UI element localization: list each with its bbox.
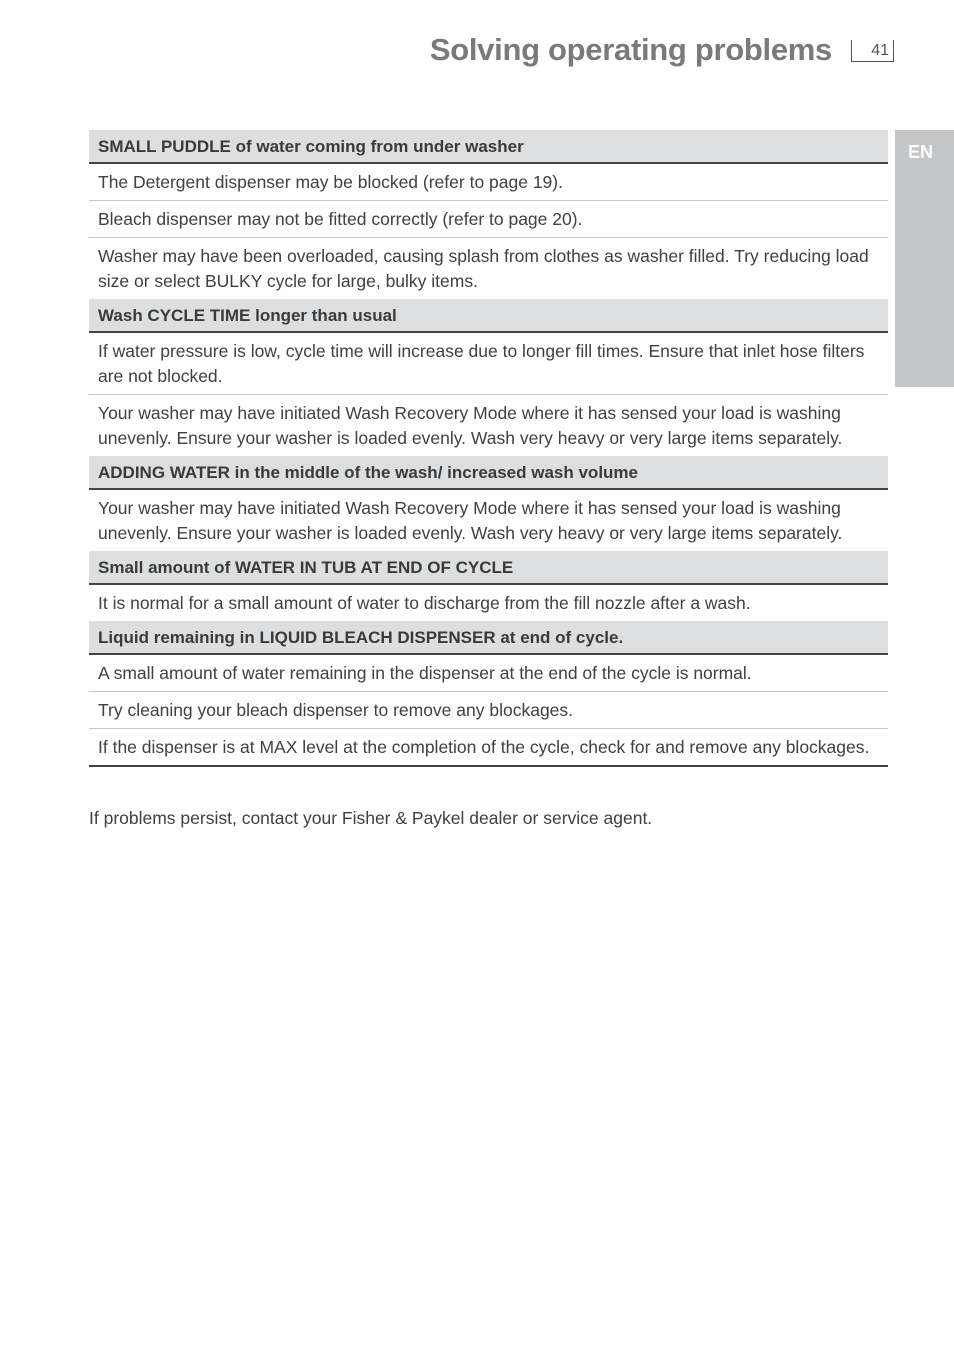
troubleshooting-table <box>89 130 888 767</box>
solution-row: Your washer may have initiated Wash Recovery Mode where it has sensed your load is washing unevenly. Ensure your washer is loaded evenly. Wash very heavy or very large items separately. <box>98 498 843 543</box>
solution-row: A small amount of water remaining in the dispenser at the end of the cycle is normal. <box>89 655 888 692</box>
problem-heading: Small amount of WATER IN TUB AT END OF CYCLE <box>89 551 888 585</box>
solution-row: It is normal for a small amount of water to discharge from the fill nozzle after a wash. <box>98 593 751 613</box>
solution-row: If the dispenser is at MAX level at the completion of the cycle, check for and remove any blockages. <box>98 737 870 757</box>
solution-row: Try cleaning your bleach dispenser to remove any blockages. <box>89 692 888 729</box>
page-title: Solving operating problems <box>429 32 832 67</box>
problem-heading: Wash CYCLE TIME longer than usual <box>89 299 888 333</box>
solution-row: The Detergent dispenser may be blocked (refer to page 19). <box>89 164 888 201</box>
page-number: 41 <box>851 40 894 62</box>
problem-heading: ADDING WATER in the middle of the wash/ increased wash volume <box>89 456 888 490</box>
solution-row: Bleach dispenser may not be fitted correctly (refer to page 20). <box>89 201 888 238</box>
solution-row: If water pressure is low, cycle time will increase due to longer fill times. Ensure that inlet hose filters are not blocked. <box>89 333 888 395</box>
solution-row: Washer may have been overloaded, causing splash from clothes as washer filled. Try reducing load size or select BULKY cycle for large, bulky items. <box>98 246 869 291</box>
problem-heading: Liquid remaining in LIQUID BLEACH DISPENSER at end of cycle. <box>89 621 888 655</box>
problem-heading: SMALL PUDDLE of water coming from under washer <box>89 130 888 164</box>
language-tab-label: EN <box>908 142 934 162</box>
language-tab <box>895 130 954 387</box>
footer-note: If problems persist, contact your Fisher & Paykel dealer or service agent. <box>89 808 653 828</box>
solution-row: Your washer may have initiated Wash Recovery Mode where it has sensed your load is washing unevenly. Ensure your washer is loaded evenly. Wash very heavy or very large items separately. <box>98 403 843 448</box>
